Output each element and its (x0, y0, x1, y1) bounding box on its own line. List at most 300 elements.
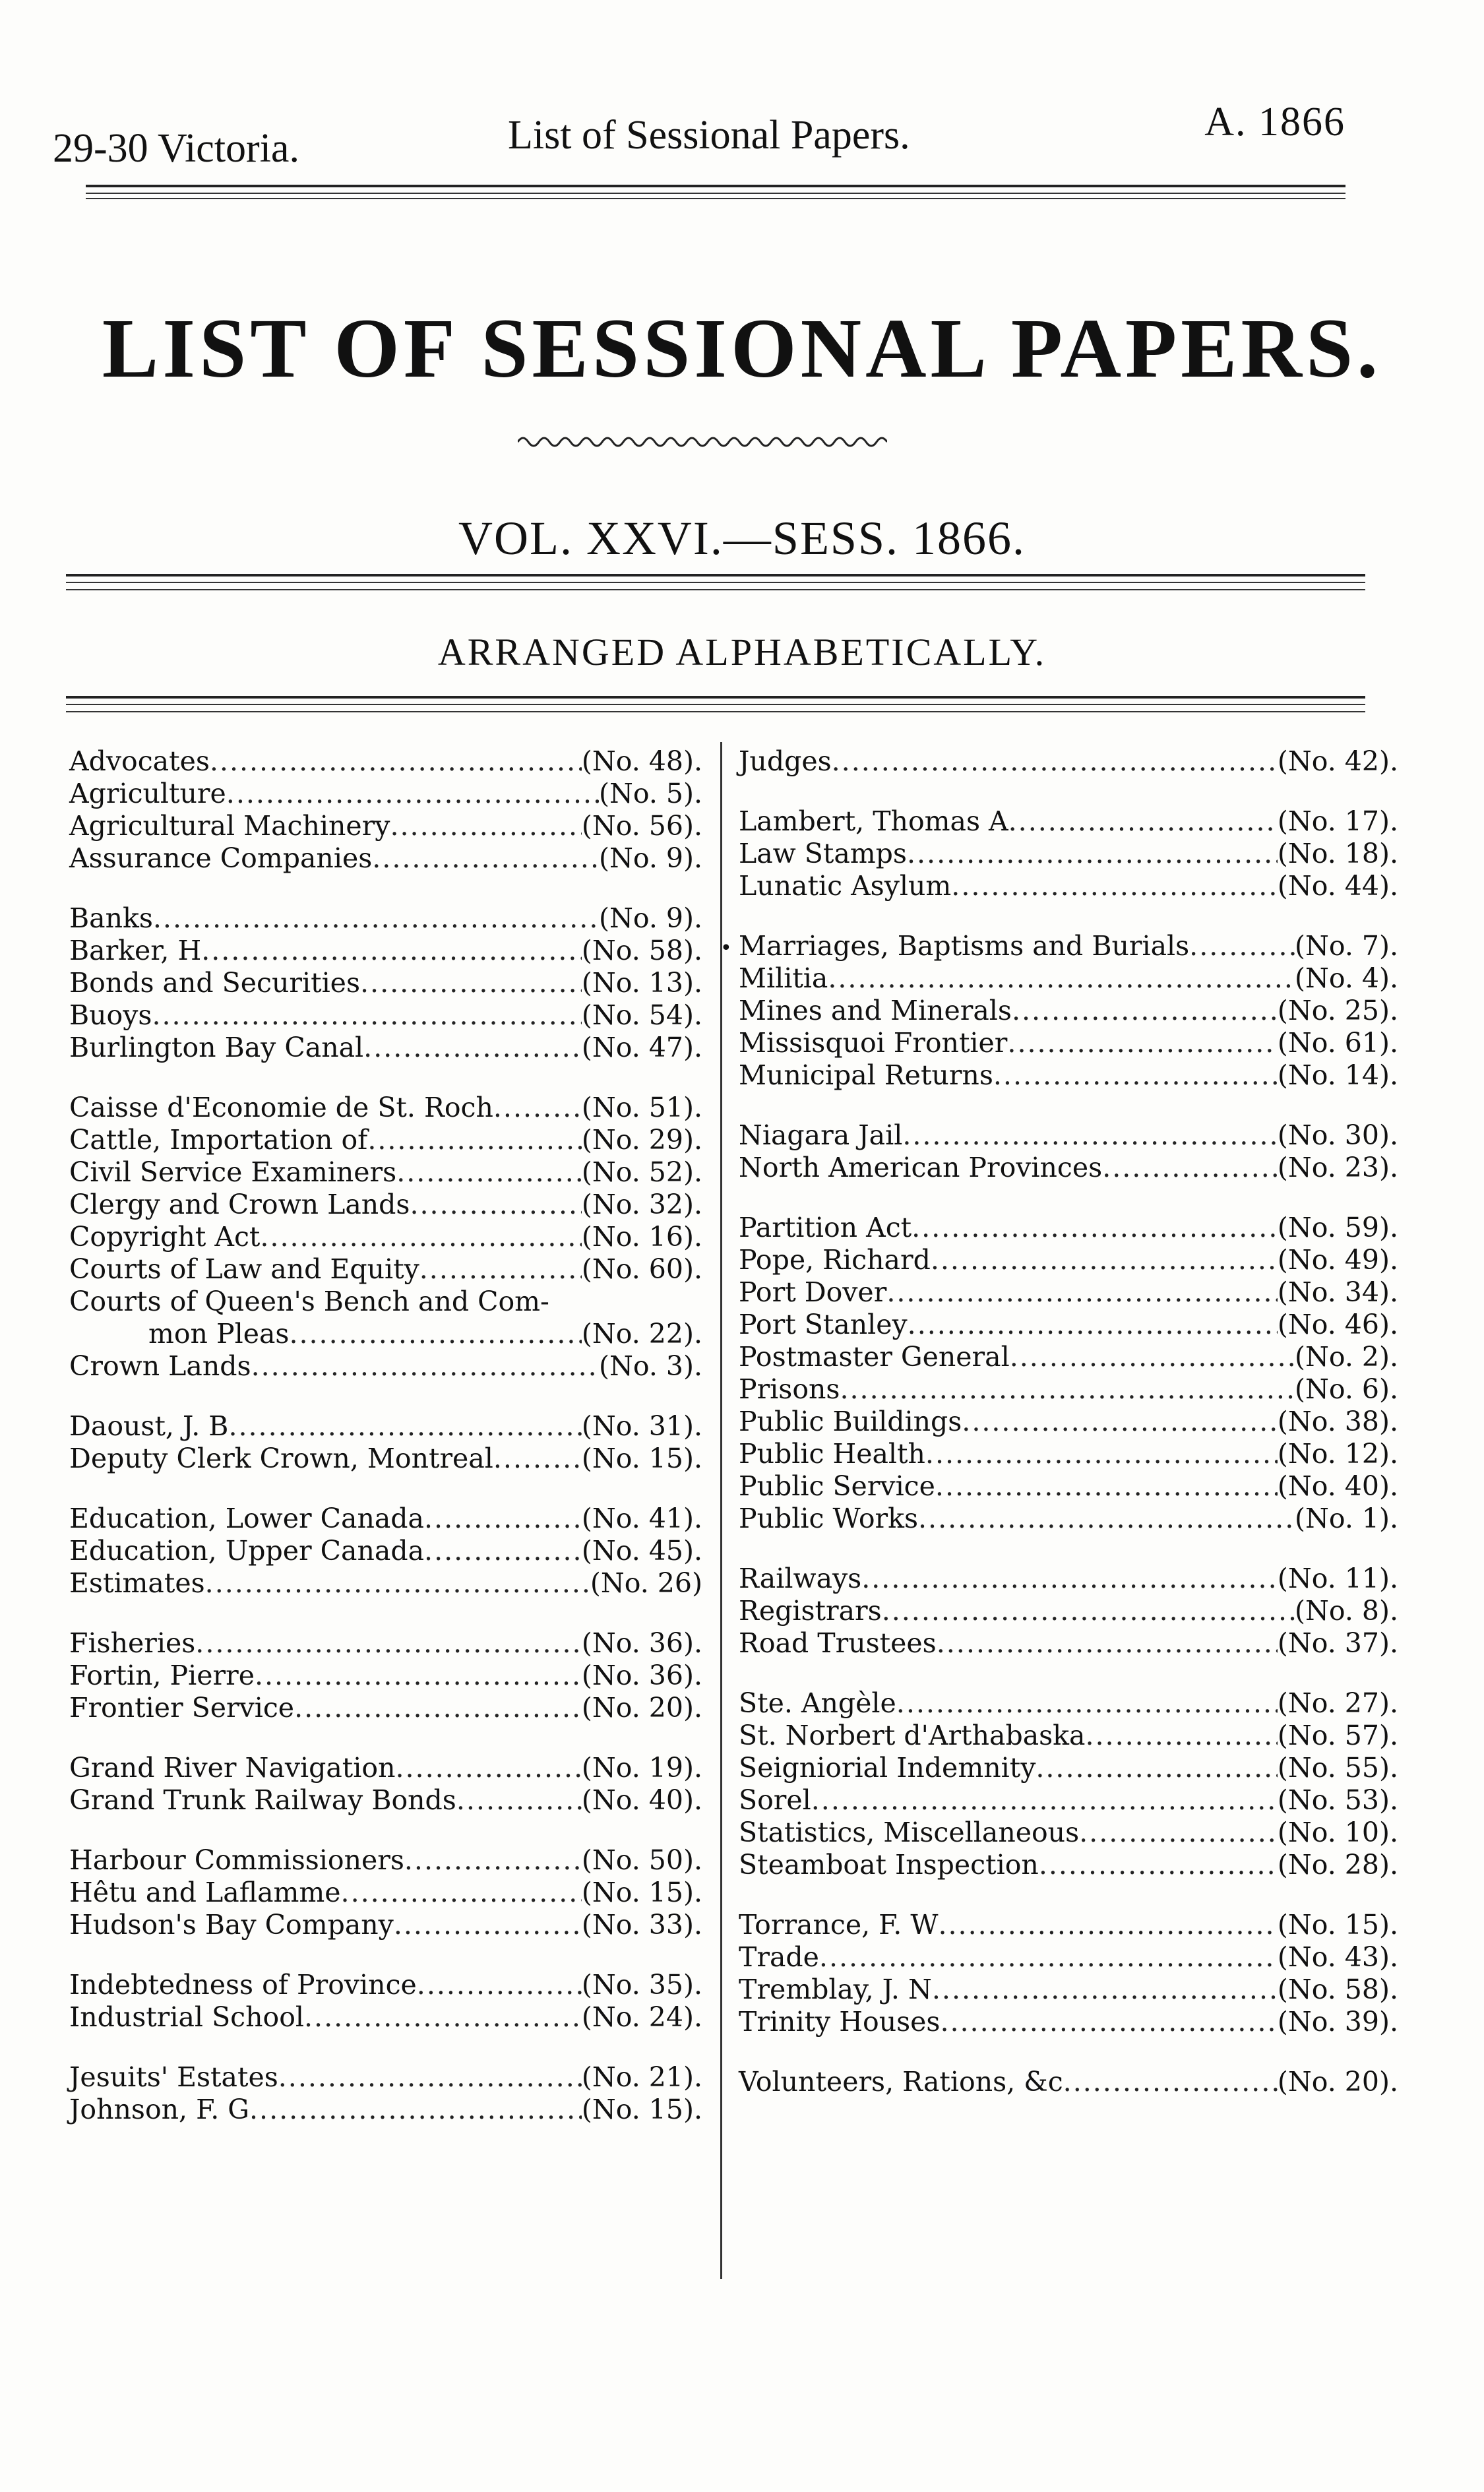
index-entry (739, 805, 1398, 838)
entry-paper-number: (No. 39). (1277, 2006, 1398, 2038)
leader-dots (372, 842, 599, 875)
index-entry (69, 1844, 702, 1877)
group-gap (69, 1600, 702, 1627)
entry-name: Road Trustees (739, 1627, 937, 1659)
index-entry (69, 1752, 702, 1784)
index-entry (739, 1817, 1398, 1849)
entry-name: Mines and Minerals (739, 995, 1012, 1026)
leader-dots (907, 838, 1278, 870)
leader-dots (1039, 1849, 1278, 1881)
group-gap (739, 1092, 1398, 1119)
index-entry (69, 1124, 702, 1156)
index-entry (69, 1189, 702, 1221)
entry-paper-number: (No. 43). (1277, 1941, 1398, 1973)
entry-paper-number: (No. 53). (1277, 1784, 1398, 1816)
leader-dots (993, 1059, 1278, 1092)
entry-paper-number: (No. 52). (581, 1156, 702, 1188)
entry-name: Courts of Queen's Bench and Com- (69, 1286, 549, 1317)
entry-name: Copyright Act (69, 1221, 261, 1253)
entry-name: Statistics, Miscellaneous (739, 1817, 1080, 1848)
group-gap (69, 1817, 702, 1844)
index-column-left (69, 745, 702, 2126)
group-gap (69, 1475, 702, 1503)
entry-paper-number: (No. 15). (581, 2094, 702, 2125)
entry-paper-number: (No. 16). (581, 1221, 702, 1253)
leader-dots (493, 1092, 582, 1124)
entry-paper-number: (No. 32). (581, 1189, 702, 1220)
entry-paper-number: (No. 60). (581, 1253, 702, 1285)
entry-name: Prisons (739, 1373, 840, 1405)
index-entry (69, 1969, 702, 2001)
leader-dots (811, 1784, 1278, 1817)
index-entry (69, 842, 702, 875)
leader-dots (861, 1563, 1278, 1595)
leader-dots (419, 1253, 582, 1286)
entry-name: Grand Trunk Railway Bonds (69, 1784, 456, 1816)
index-entry (739, 745, 1398, 778)
entry-name: Municipal Returns (739, 1059, 993, 1091)
leader-dots (195, 1627, 582, 1660)
index-entry (69, 1784, 702, 1817)
entry-name: Volunteers, Rations, &c (739, 2066, 1063, 2098)
index-entry (739, 838, 1398, 870)
index-entry (69, 1877, 702, 1909)
entry-name: North American Provinces (739, 1152, 1103, 1183)
index-entry (69, 1535, 702, 1567)
entry-paper-number: (No. 14). (1277, 1059, 1398, 1091)
leader-dots (935, 1470, 1278, 1503)
entry-name: Burlington Bay Canal (69, 1032, 364, 1063)
entry-name: Barker, H (69, 935, 202, 966)
index-entry (69, 1410, 702, 1443)
index-entry (739, 1276, 1398, 1309)
entry-paper-number: (No. 23). (1277, 1152, 1398, 1183)
entry-paper-number: (No. 51). (581, 1092, 702, 1123)
entry-name: Education, Upper Canada (69, 1535, 425, 1567)
leader-dots (228, 1410, 581, 1443)
leader-dots (882, 1595, 1295, 1627)
index-entry (69, 1660, 702, 1692)
leader-dots (1063, 2066, 1278, 2098)
index-entry (69, 1443, 702, 1475)
index-entry (739, 1784, 1398, 1817)
leader-dots (360, 967, 582, 999)
entry-paper-number: (No. 58). (1277, 1974, 1398, 2005)
entry-name: Railways (739, 1563, 862, 1594)
entry-paper-number: (No. 18). (1277, 838, 1398, 869)
entry-paper-number: (No. 6). (1294, 1373, 1398, 1405)
leader-dots (404, 1844, 582, 1877)
entry-name: Cattle, Importation of (69, 1124, 368, 1156)
entry-paper-number: (No. 11). (1277, 1563, 1398, 1594)
index-entry (69, 999, 702, 1032)
entry-name: Advocates (69, 745, 210, 777)
entry-paper-number: (No. 20). (581, 1692, 702, 1724)
index-entry (739, 1373, 1398, 1406)
entry-name: Frontier Service (69, 1692, 295, 1724)
entry-name: Clergy and Crown Lands (69, 1189, 410, 1220)
group-gap (69, 1724, 702, 1752)
entry-name: Marriages, Baptisms and Burials (739, 930, 1190, 962)
entry-paper-number: (No. 12). (1277, 1438, 1398, 1470)
leader-dots (417, 1969, 582, 2001)
entry-name: Public Service (739, 1470, 935, 1502)
group-gap (739, 2038, 1398, 2066)
entry-paper-number: (No. 36). (581, 1660, 702, 1691)
entry-paper-number: (No. 29). (581, 1124, 702, 1156)
entry-name: Assurance Companies (69, 842, 373, 874)
leader-dots (896, 1687, 1278, 1720)
leader-dots (396, 1156, 582, 1189)
index-entry (69, 745, 702, 778)
index-entry (69, 1503, 702, 1535)
group-gap (69, 1064, 702, 1092)
entry-paper-number: (No. 40). (581, 1784, 702, 1816)
entry-paper-number: (No. 44). (1277, 870, 1398, 902)
leader-dots (937, 1627, 1278, 1660)
leader-dots (962, 1406, 1278, 1438)
index-entry (739, 1687, 1398, 1720)
entry-paper-number: (No. 61). (1277, 1027, 1398, 1059)
entry-paper-number: (No. 26) (590, 1567, 702, 1599)
index-entry (69, 1092, 702, 1124)
entry-name: Partition Act (739, 1212, 912, 1243)
index-entry (739, 1752, 1398, 1784)
entry-paper-number: (No. 7). (1294, 930, 1398, 962)
index-entry (69, 1156, 702, 1189)
rule-above-index-thin-2 (66, 711, 1365, 712)
entry-paper-number: (No. 17). (1277, 805, 1398, 837)
entry-paper-number: (No. 41). (581, 1503, 702, 1534)
index-entry (739, 1720, 1398, 1752)
entry-paper-number: (No. 8). (1294, 1595, 1398, 1627)
entry-paper-number: (No. 45). (581, 1535, 702, 1567)
entry-name: Trade (739, 1941, 819, 1973)
leader-dots (424, 1535, 582, 1567)
index-entry (739, 870, 1398, 902)
leader-dots (394, 1909, 582, 1941)
entry-name: Registrars (739, 1595, 882, 1627)
entry-name: Public Buildings (739, 1406, 962, 1437)
index-entry (739, 1119, 1398, 1152)
index-entry (69, 935, 702, 967)
index-entry (739, 962, 1398, 995)
entry-paper-number: (No. 5). (598, 778, 702, 809)
rule-under-volume-thin-2 (66, 589, 1365, 590)
leader-dots (912, 1212, 1278, 1244)
entry-name: Sorel (739, 1784, 811, 1816)
entry-paper-number: (No. 49). (1277, 1244, 1398, 1276)
leader-dots (902, 1119, 1278, 1152)
index-entry (739, 1212, 1398, 1244)
leader-dots (951, 870, 1278, 902)
entry-name: Civil Service Examiners (69, 1156, 397, 1188)
leader-dots (1189, 930, 1295, 962)
index-entry (69, 1692, 702, 1724)
entry-name: Buoys (69, 999, 152, 1031)
entry-name: Indebtedness of Province (69, 1969, 417, 2001)
index-entry (739, 930, 1398, 962)
header-rule (86, 185, 1345, 187)
entry-paper-number: (No. 4). (1294, 962, 1398, 994)
index-entry (739, 1849, 1398, 1881)
entry-name: Caisse d'Economie de St. Roch (69, 1092, 493, 1123)
leader-dots (940, 2006, 1277, 2038)
entry-paper-number: (No. 22). (581, 1318, 702, 1350)
index-entry (69, 2001, 702, 2034)
entry-name: Johnson, F. G (69, 2094, 250, 2125)
index-entry (69, 1032, 702, 1064)
index-entry (739, 1974, 1398, 2006)
entry-name: Port Dover (739, 1276, 887, 1308)
ornament-divider (518, 425, 887, 458)
entry-name: Seigniorial Indemnity (739, 1752, 1036, 1784)
header-center: List of Sessional Papers. (508, 113, 910, 158)
entry-paper-number: (No. 1). (1294, 1503, 1398, 1534)
entry-paper-number: (No. 9). (598, 842, 702, 874)
entry-paper-number: (No. 34). (1277, 1276, 1398, 1308)
entry-paper-number: (No. 25). (1277, 995, 1398, 1026)
entry-name: Public Works (739, 1503, 918, 1534)
entry-name: Tremblay, J. N (739, 1974, 932, 2005)
index-entry (739, 1503, 1398, 1535)
group-gap (739, 1881, 1398, 1909)
entry-paper-number: (No. 38). (1277, 1406, 1398, 1437)
entry-name: Estimates (69, 1567, 205, 1599)
index-entry (739, 1341, 1398, 1373)
index-entry (739, 995, 1398, 1027)
entry-name: Education, Lower Canada (69, 1503, 424, 1534)
entry-paper-number: (No. 15). (581, 1443, 702, 1474)
group-gap (739, 1660, 1398, 1687)
leader-dots (493, 1443, 582, 1475)
rule-above-index-thin (66, 704, 1365, 705)
entry-name: Harbour Commissioners (69, 1844, 404, 1876)
running-header (53, 99, 1365, 171)
index-entry (69, 1567, 702, 1600)
entry-paper-number: (No. 28). (1277, 1849, 1398, 1881)
entry-paper-number: (No. 2). (1294, 1341, 1398, 1373)
entry-name: Agriculture (69, 778, 226, 809)
group-gap (739, 1184, 1398, 1212)
entry-name: Port Stanley (739, 1309, 908, 1340)
entry-name: St. Norbert d'Arthabaska (739, 1720, 1086, 1751)
rule-above-index (66, 696, 1365, 699)
leader-dots (410, 1189, 581, 1221)
page-title: LIST OF SESSIONAL PAPERS. (102, 301, 1382, 395)
group-gap (69, 1941, 702, 1969)
entry-name: Militia (739, 962, 828, 994)
leader-dots (456, 1784, 582, 1817)
index-entry (69, 1286, 702, 1318)
leader-dots (1102, 1152, 1278, 1184)
rule-under-volume (66, 574, 1365, 576)
entry-name: Hudson's Bay Company (69, 1909, 394, 1941)
group-gap (69, 2034, 702, 2061)
entry-paper-number: (No. 9). (598, 902, 702, 934)
header-rule-thin-2 (86, 198, 1345, 199)
leader-dots (832, 745, 1278, 778)
entry-name: Pope, Richard (739, 1244, 931, 1276)
leader-dots (210, 745, 582, 778)
entry-paper-number: (No. 19). (581, 1752, 702, 1784)
entry-paper-number: (No. 33). (581, 1909, 702, 1941)
leader-dots (152, 999, 581, 1032)
group-gap (739, 902, 1398, 930)
index-entry (69, 778, 702, 810)
entry-name: Industrial School (69, 2001, 305, 2033)
index-entry (739, 1627, 1398, 1660)
leader-dots (925, 1438, 1278, 1470)
entry-paper-number: (No. 27). (1277, 1687, 1398, 1719)
index-entry (739, 1309, 1398, 1341)
entry-name: Trinity Houses (739, 2006, 941, 2038)
index-column-right (739, 745, 1398, 2098)
leader-dots (260, 1221, 582, 1253)
leader-dots (1010, 1341, 1295, 1373)
index-entry (69, 1253, 702, 1286)
entry-paper-number: (No. 30). (1277, 1119, 1398, 1151)
entry-paper-number: (No. 37). (1277, 1627, 1398, 1659)
leader-dots (153, 902, 599, 935)
leader-dots (1036, 1752, 1278, 1784)
entry-paper-number: (No. 46). (1277, 1309, 1398, 1340)
index-entry (739, 2066, 1398, 2098)
entry-paper-number: (No. 15). (1277, 1909, 1398, 1941)
entry-paper-number: (No. 56). (581, 810, 702, 842)
leader-dots (908, 1309, 1278, 1341)
leader-dots (840, 1373, 1295, 1406)
index-entry (739, 1595, 1398, 1627)
leader-dots (932, 1974, 1278, 2006)
entry-name: Grand River Navigation (69, 1752, 396, 1784)
entry-paper-number: (No. 57). (1277, 1720, 1398, 1751)
index-entry (69, 967, 702, 999)
entry-paper-number: (No. 47). (581, 1032, 702, 1063)
entry-name: Lambert, Thomas A (739, 805, 1008, 837)
index-entry (739, 1152, 1398, 1184)
leader-dots (294, 1692, 582, 1724)
entry-name: Bonds and Securities (69, 967, 360, 999)
leader-dots (1079, 1817, 1278, 1849)
entry-name: Agricultural Machinery (69, 810, 390, 842)
column-divider (720, 742, 722, 2279)
entry-paper-number: (No. 10). (1277, 1817, 1398, 1848)
entry-paper-number: (No. 54). (581, 999, 702, 1031)
entry-name: Public Health (739, 1438, 925, 1470)
entry-paper-number: (No. 13). (581, 967, 702, 999)
entry-name: Torrance, F. W (739, 1909, 939, 1941)
entry-name: Hêtu and Laflamme (69, 1877, 341, 1908)
leader-dots (363, 1032, 582, 1064)
leader-dots (886, 1276, 1278, 1309)
header-right: A. 1866 (1204, 100, 1345, 144)
group-gap (739, 1535, 1398, 1563)
leader-dots (390, 810, 581, 842)
entry-name: Banks (69, 902, 153, 934)
index-entry (739, 1470, 1398, 1503)
index-entry (739, 1909, 1398, 1941)
entry-paper-number: (No. 24). (581, 2001, 702, 2033)
entry-name: Lunatic Asylum (739, 870, 952, 902)
leader-dots (304, 2001, 582, 2034)
index-entry (69, 1221, 702, 1253)
leader-dots (205, 1567, 590, 1600)
leader-dots (278, 2061, 582, 2094)
group-gap (739, 778, 1398, 805)
entry-name: Deputy Clerk Crown, Montreal (69, 1443, 493, 1474)
entry-name: mon Pleas (148, 1318, 290, 1350)
entry-name: Niagara Jail (739, 1119, 903, 1151)
entry-name: Missisquoi Frontier (739, 1027, 1008, 1059)
leader-dots (828, 962, 1295, 995)
index-entry (739, 1244, 1398, 1276)
rule-under-volume-thin (66, 582, 1365, 583)
entry-name: Jesuits' Estates (69, 2061, 278, 2093)
index-entry (739, 2006, 1398, 2038)
leader-dots (931, 1244, 1278, 1276)
index-entry (739, 1059, 1398, 1092)
entry-paper-number: (No. 20). (1277, 2066, 1398, 2098)
entry-name: Judges (739, 745, 832, 777)
index-entry (69, 1350, 702, 1383)
leader-dots (226, 778, 599, 810)
group-gap (69, 1383, 702, 1410)
index-entry (69, 2094, 702, 2126)
group-gap (69, 875, 702, 902)
leader-dots (395, 1752, 581, 1784)
entry-name: Law Stamps (739, 838, 907, 869)
entry-paper-number: (No. 40). (1277, 1470, 1398, 1502)
index-entry (739, 1438, 1398, 1470)
entry-paper-number: (No. 15). (581, 1877, 702, 1908)
leader-dots (1007, 1027, 1277, 1059)
index-entry (739, 1027, 1398, 1059)
entry-name: Postmaster General (739, 1341, 1010, 1373)
entry-paper-number: (No. 35). (581, 1969, 702, 2001)
arranged-heading: ARRANGED ALPHABETICALLY. (437, 631, 1047, 673)
leader-dots (938, 1909, 1277, 1941)
index-entry (69, 1318, 702, 1350)
leader-dots (1008, 805, 1278, 838)
entry-paper-number: (No. 48). (581, 745, 702, 777)
leader-dots (918, 1503, 1295, 1535)
entry-name: Fortin, Pierre (69, 1660, 255, 1691)
entry-name: Ste. Angèle (739, 1687, 896, 1719)
entry-paper-number: (No. 50). (581, 1844, 702, 1876)
entry-paper-number: (No. 59). (1277, 1212, 1398, 1243)
header-rule-thin (86, 193, 1345, 194)
entry-name: Fisheries (69, 1627, 196, 1659)
index-entry (739, 1406, 1398, 1438)
entry-paper-number: (No. 55). (1277, 1752, 1398, 1784)
entry-name: Daoust, J. B (69, 1410, 229, 1442)
leader-dots (201, 935, 582, 967)
index-entry (69, 810, 702, 842)
index-entry (69, 902, 702, 935)
entry-paper-number: (No. 42). (1277, 745, 1398, 777)
leader-dots (1012, 995, 1278, 1027)
volume-line: VOL. XXVI.—SESS. 1866. (458, 512, 1026, 565)
index-entry (69, 2061, 702, 2094)
leader-dots (424, 1503, 582, 1535)
leader-dots (289, 1318, 581, 1350)
entry-paper-number: (No. 3). (598, 1350, 702, 1382)
leader-dots (1085, 1720, 1277, 1752)
leader-dots (341, 1877, 582, 1909)
header-left: 29-30 Victoria. (53, 126, 299, 171)
index-entry (69, 1627, 702, 1660)
